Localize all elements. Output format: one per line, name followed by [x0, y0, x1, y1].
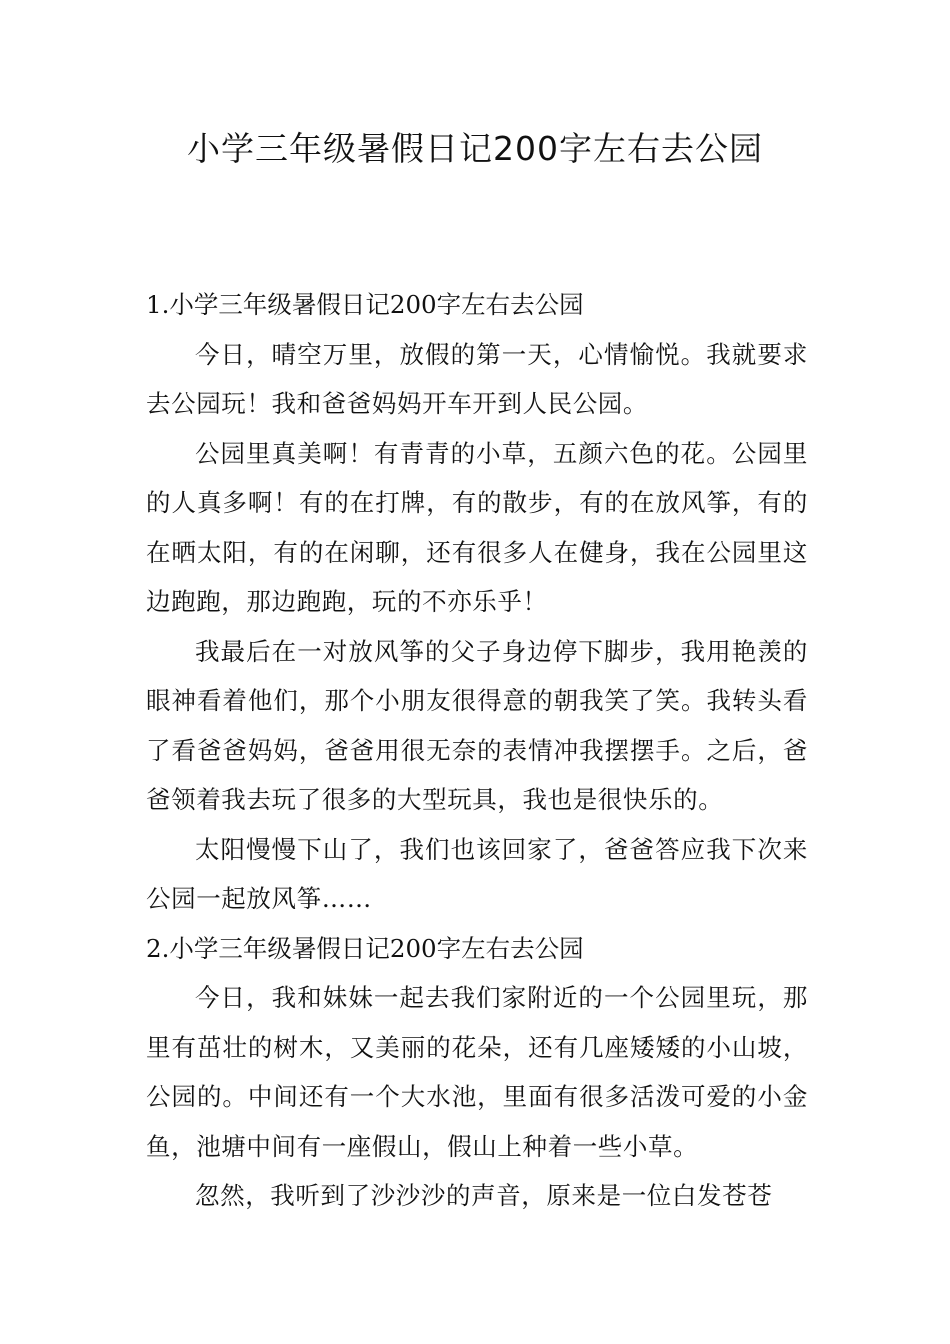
diary-section-2 [146, 924, 808, 1221]
paragraph: 今日，我和妹妹一起去我们家附近的一个公园里玩，那里有茁壮的树木，又美丽的花朵，还有几座矮矮的小山坡，公园的。中间还有一个大水池，里面有很多活泼可爱的小金鱼，池塘中间有一座假山，假山上种着一些小草。 [146, 983, 808, 1161]
paragraph: 公园里真美啊！有青青的小草，五颜六色的花。公园里的人真多啊！有的在打牌，有的散步，有的在放风筝，有的在晒太阳，有的在闲聊，还有很多人在健身，我在公园里这边跑跑，那边跑跑，玩的不亦乐乎！ [146, 438, 808, 616]
paragraph: 我最后在一对放风筝的父子身边停下脚步，我用艳羡的眼神看着他们，那个小朋友很得意的朝我笑了笑。我转头看了看爸爸妈妈，爸爸用很无奈的表情冲我摆摆手。之后，爸爸领着我去玩了很多的大型玩具，我也是很快乐的。 [146, 636, 808, 814]
section-heading: 1.小学三年级暑假日记200字左右去公园 [146, 290, 584, 319]
document-title: 小学三年级暑假日记200字左右去公园 [187, 129, 763, 168]
document-body [146, 280, 808, 1221]
diary-section-1 [146, 280, 808, 924]
paragraph: 忽然，我听到了沙沙沙的声音，原来是一位白发苍苍 [195, 1181, 773, 1210]
section-heading: 2.小学三年级暑假日记200字左右去公园 [146, 933, 584, 963]
paragraph: 太阳慢慢下山了，我们也该回家了，爸爸答应我下次来公园一起放风筝…… [146, 834, 808, 913]
paragraph: 今日，晴空万里，放假的第一天，心情愉悦。我就要求去公园玩！我和爸爸妈妈开车开到人民公园。 [146, 339, 808, 418]
